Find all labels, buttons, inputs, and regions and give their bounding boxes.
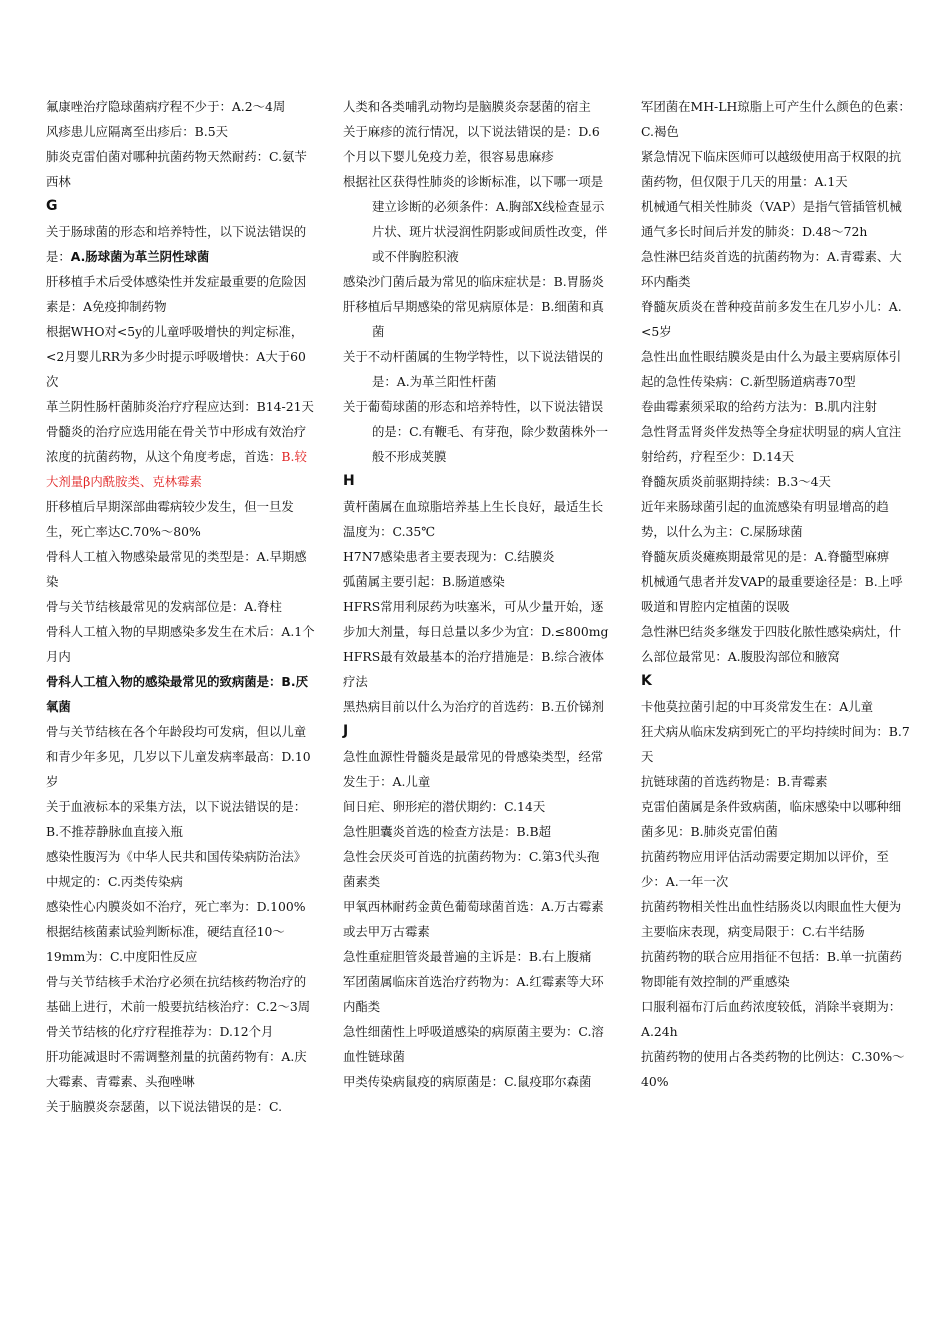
highlighted-answer: A.肠球菌为革兰阴性球菌 — [70, 249, 210, 264]
question-text: 关于不动杆菌属的生物学特性，以下说法错误的是：A.为革兰阳性杆菌 — [343, 349, 604, 389]
question-text: 骨科人工植入物的感染最常见的致病菌是：B.厌氧菌 — [46, 674, 308, 714]
question-text: 军团菌属临床首选治疗药物为：A.红霉素等大环内酯类 — [343, 974, 604, 1014]
question-answer-item — [343, 269, 611, 294]
question-answer-item — [46, 419, 316, 494]
question-text: 感染性心内膜炎如不治疗，死亡率为：D.100% — [46, 899, 306, 914]
question-answer-item — [343, 894, 611, 944]
question-answer-item — [46, 669, 316, 719]
question-text: 根据结核菌素试验判断标准，硬结直径10～19mm为：C.中度阳性反应 — [46, 924, 285, 964]
question-answer-item — [641, 844, 911, 894]
question-text: 黄杆菌属在血琼脂培养基上生长良好，最适生长温度为：C.35℃ — [343, 499, 604, 539]
question-text: 脊髓灰质炎在普种疫苗前多发生在几岁小儿：A.<5岁 — [641, 299, 902, 339]
question-answer-item — [46, 394, 316, 419]
question-text: 狂犬病从临床发病到死亡的平均持续时间为：B.7天 — [641, 724, 910, 764]
question-answer-item — [641, 419, 911, 469]
question-text: 间日疟、卵形疟的潜伏期约：C.14天 — [343, 799, 546, 814]
question-answer-item — [641, 1044, 911, 1094]
question-answer-item — [343, 944, 611, 969]
question-answer-item — [46, 119, 316, 144]
question-text: 人类和各类哺乳动物均是脑膜炎奈瑟菌的宿主 — [343, 99, 591, 114]
question-text: 口服利福布汀后血药浓度较低，消除半衰期为：A.24h — [641, 999, 902, 1039]
question-answer-item — [46, 219, 316, 269]
question-text: HFRS最有效最基本的治疗措施是：B.综合液体疗法 — [343, 649, 604, 689]
question-answer-item — [343, 344, 611, 394]
question-answer-item — [641, 769, 911, 794]
question-answer-item — [46, 969, 316, 1019]
text-column-1 — [46, 94, 316, 1119]
question-text: 急性出血性眼结膜炎是由什么为最主要病原体引起的急性传染病：C.新型肠道病毒70型 — [641, 349, 902, 389]
question-text: 肝功能减退时不需调整剂量的抗菌药物有：A.庆大霉素、青霉素、头孢唑啉 — [46, 1049, 307, 1089]
question-answer-item — [641, 944, 911, 994]
question-text: 抗菌药物的联合应用指征不包括：B.单一抗菌药物即能有效控制的严重感染 — [641, 949, 902, 989]
question-text: 关于肠球菌的形态和培养特性，以下说法错误的是： — [46, 224, 307, 264]
question-answer-item — [641, 294, 911, 344]
question-answer-item — [641, 344, 911, 394]
question-text: 急性胆囊炎首选的检查方法是：B.B超 — [343, 824, 552, 839]
question-answer-item — [343, 1019, 611, 1069]
question-answer-item — [343, 694, 611, 719]
question-answer-item — [343, 969, 611, 1019]
question-text: 感染沙门菌后最为常见的临床症状是：B.胃肠炎 — [343, 274, 604, 289]
question-answer-item — [343, 844, 611, 894]
question-answer-item — [343, 169, 611, 269]
question-answer-item — [343, 794, 611, 819]
question-text: 弧菌属主要引起：B.肠道感染 — [343, 574, 505, 589]
question-text: 脊髓灰质炎瘫痪期最常见的是：A.脊髓型麻痹 — [641, 549, 890, 564]
question-text: 关于血液标本的采集方法，以下说法错误的是：B.不推荐静脉血直接入瓶 — [46, 799, 307, 839]
question-text: 肺炎克雷伯菌对哪种抗菌药物天然耐药：C.氨苄西林 — [46, 149, 307, 189]
question-answer-item — [46, 1019, 316, 1044]
question-answer-item — [641, 194, 911, 244]
text-column-2 — [343, 94, 611, 1094]
question-text: 肝移植手术后受体感染性并发症最重要的危险因素是：A免疫抑制药物 — [46, 274, 307, 314]
question-text: 急性肾盂肾炎伴发热等全身症状明显的病人宜注射给药，疗程至少：D.14天 — [641, 424, 902, 464]
question-text: 革兰阴性肠杆菌肺炎治疗疗程应达到：B14-21天 — [46, 399, 314, 414]
question-answer-item — [343, 119, 611, 169]
question-text: 克雷伯菌属是条件致病菌，临床感染中以哪种细菌多见：B.肺炎克雷伯菌 — [641, 799, 902, 839]
question-answer-item — [343, 394, 611, 469]
section-letter-heading: J — [343, 723, 349, 739]
question-text: 急性细菌性上呼吸道感染的病原菌主要为：C.溶血性链球菌 — [343, 1024, 604, 1064]
section-letter-heading: H — [343, 473, 355, 489]
question-text: 骨科人工植入物的早期感染多发生在术后：A.1个月内 — [46, 624, 315, 664]
question-text: 骨髓炎的治疗应选用能在骨关节中形成有效治疗浓度的抗菌药物，从这个角度考虑，首选： — [46, 424, 307, 464]
question-answer-item — [46, 1044, 316, 1094]
question-text: 近年来肠球菌引起的血流感染有明显增高的趋势，以什么为主：C.屎肠球菌 — [641, 499, 889, 539]
question-text: 关于脑膜炎奈瑟菌，以下说法错误的是：C. — [46, 1099, 283, 1114]
question-text: HFRS常用利尿药为呋塞米，可从少量开始，逐步加大剂量，每日总量以多少为宜：D.≤800mg — [343, 599, 609, 639]
question-answer-item — [46, 544, 316, 594]
question-answer-item — [641, 619, 911, 669]
question-text: 急性血源性骨髓炎是最常见的骨感染类型，经常发生于：A.儿童 — [343, 749, 604, 789]
question-answer-item — [641, 569, 911, 619]
question-answer-item — [46, 844, 316, 894]
question-text: 肝移植后早期感染的常见病原体是：B.细菌和真菌 — [343, 299, 604, 339]
question-text: H7N7感染患者主要表现为：C.结膜炎 — [343, 549, 555, 564]
question-text: 卡他莫拉菌引起的中耳炎常发生在：A儿童 — [641, 699, 873, 714]
question-text: 肝移植后早期深部曲霉病较少发生，但一旦发生，死亡率达C.70%～80% — [46, 499, 294, 539]
question-text: 关于葡萄球菌的形态和培养特性，以下说法错误的是：C.有鞭毛、有芽孢，除少数菌株外一般不形成荚膜 — [343, 399, 609, 464]
question-text: 氟康唑治疗隐球菌病疗程不少于：A.2～4周 — [46, 99, 286, 114]
question-answer-item — [46, 619, 316, 669]
question-text: 骨科人工植入物感染最常见的类型是：A.早期感染 — [46, 549, 307, 589]
question-answer-item — [641, 719, 911, 769]
question-text: 机械通气相关性肺炎（VAP）是指气管插管机械通气多长时间后并发的肺炎：D.48～72h — [641, 199, 902, 239]
question-answer-item — [641, 244, 911, 294]
question-answer-item — [343, 644, 611, 694]
question-text: 根据WHO对<5y的儿童呼吸增快的判定标准，<2月婴儿RR为多少时提示呼吸增快：A大于60次 — [46, 324, 306, 389]
text-column-3 — [641, 94, 911, 1094]
question-text: 急性淋巴结炎多继发于四肢化脓性感染病灶，什么部位最常见：A.腹股沟部位和腋窝 — [641, 624, 902, 664]
question-answer-item — [343, 294, 611, 344]
question-answer-item — [641, 494, 911, 544]
question-answer-item — [46, 594, 316, 619]
question-text: 骨关节结核的化疗疗程推荐为：D.12个月 — [46, 1024, 274, 1039]
question-text: 根据社区获得性肺炎的诊断标准，以下哪一项是建立诊断的必须条件：A.胸部X线检查显示片状、斑片状浸润性阴影或间质性改变，伴或不伴胸腔积液 — [343, 174, 608, 264]
question-text: 骨与关节结核最常见的发病部位是：A.脊柱 — [46, 599, 282, 614]
question-answer-item — [343, 544, 611, 569]
question-answer-item — [641, 794, 911, 844]
question-answer-item — [46, 919, 316, 969]
section-letter-heading: K — [641, 673, 652, 689]
question-answer-item — [46, 794, 316, 844]
question-text: 关于麻疹的流行情况，以下说法错误的是：D.6个月以下婴儿免疫力差，很容易患麻疹 — [343, 124, 600, 164]
question-text: 黑热病目前以什么为治疗的首选药：B.五价锑剂 — [343, 699, 604, 714]
question-answer-item — [641, 894, 911, 944]
question-text: 抗菌药物的使用占各类药物的比例达：C.30%～40% — [641, 1049, 905, 1089]
question-text: 骨与关节结核在各个年龄段均可发病，但以儿童和青少年多见，几岁以下儿童发病率最高：D.10岁 — [46, 724, 311, 789]
question-answer-item — [46, 94, 316, 119]
question-answer-item — [343, 594, 611, 644]
question-answer-item — [46, 144, 316, 194]
question-answer-item — [343, 1069, 611, 1094]
question-text: 急性会厌炎可首选的抗菌药物为：C.第3代头孢菌素类 — [343, 849, 600, 889]
question-text: 感染性腹泻为《中华人民共和国传染病防治法》中规定的：C.丙类传染病 — [46, 849, 307, 889]
question-answer-item — [641, 544, 911, 569]
question-text: 脊髓灰质炎前驱期持续：B.3～4天 — [641, 474, 831, 489]
question-answer-item — [641, 994, 911, 1044]
question-answer-item — [46, 1094, 316, 1119]
question-answer-item — [46, 494, 316, 544]
question-answer-item — [641, 394, 911, 419]
question-text: 急性淋巴结炎首选的抗菌药物为：A.青霉素、大环内酯类 — [641, 249, 902, 289]
question-answer-item — [641, 694, 911, 719]
highlighted-answer: B.较大剂量β内酰胺类、克林霉素 — [46, 449, 307, 489]
question-answer-item — [46, 894, 316, 919]
question-answer-item — [641, 144, 911, 194]
question-answer-item — [343, 744, 611, 794]
question-answer-item — [343, 494, 611, 544]
question-text: 甲氧西林耐药金黄色葡萄球菌首选：A.万古霉素或去甲万古霉素 — [343, 899, 604, 939]
question-text: 卷曲霉素须采取的给药方法为：B.肌内注射 — [641, 399, 878, 414]
question-answer-item — [343, 94, 611, 119]
question-answer-item — [641, 94, 911, 144]
question-text: 风疹患儿应隔离至出疹后：B.5天 — [46, 124, 229, 139]
question-answer-item — [343, 569, 611, 594]
question-text: 甲类传染病鼠疫的病原菌是：C.鼠疫耶尔森菌 — [343, 1074, 592, 1089]
section-letter-heading: G — [46, 198, 58, 214]
question-text: 机械通气患者并发VAP的最重要途径是：B.上呼吸道和胃腔内定植菌的误吸 — [641, 574, 903, 614]
question-text: 军团菌在MH-LH琼脂上可产生什么颜色的色素： C.褐色 — [641, 99, 911, 139]
question-text: 抗菌药物应用评估活动需要定期加以评价，至少：A.一年一次 — [641, 849, 889, 889]
question-answer-item — [343, 819, 611, 844]
question-text: 抗链球菌的首选药物是：B.青霉素 — [641, 774, 828, 789]
question-text: 急性重症胆管炎最普遍的主诉是：B.右上腹痛 — [343, 949, 592, 964]
question-answer-item — [46, 719, 316, 794]
question-answer-item — [46, 269, 316, 319]
question-answer-item — [641, 469, 911, 494]
question-text: 紧急情况下临床医师可以越级使用高于权限的抗菌药物，但仅限于几天的用量：A.1天 — [641, 149, 902, 189]
question-answer-item — [46, 319, 316, 394]
question-text: 骨与关节结核手术治疗必须在抗结核药物治疗的基础上进行，术前一般要抗结核治疗：C.2～3周 — [46, 974, 311, 1014]
question-text: 抗菌药物相关性出血性结肠炎以肉眼血性大便为主要临床表现，病变局限于：C.右半结肠 — [641, 899, 902, 939]
